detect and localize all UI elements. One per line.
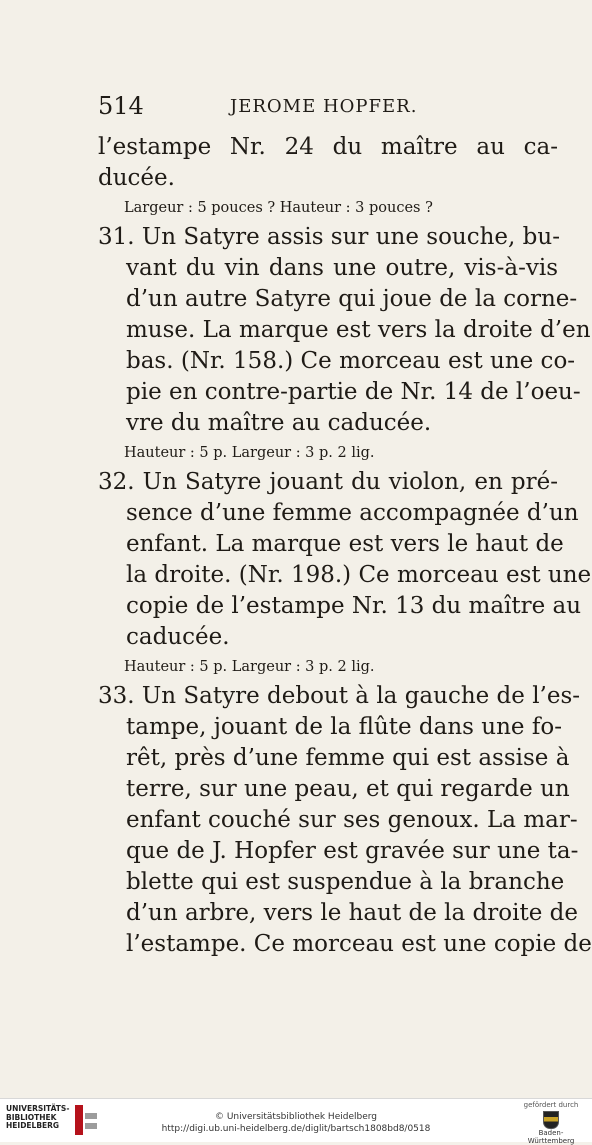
text-line: ducée.	[98, 165, 175, 191]
entry-31-first-line: 31. Un Satyre assis sur une souche, bu-	[98, 224, 560, 250]
text-line: sence d’une femme accompagnée d’un	[126, 500, 579, 526]
page-number: 514	[98, 92, 144, 120]
text-line: muse. La marque est vers la droite d’en	[126, 317, 591, 343]
text-line: blette qui est suspendue à la branche	[126, 869, 565, 895]
coat-of-arms-icon	[543, 1111, 559, 1129]
permalink-url[interactable]: http://digi.ub.uni-heidelberg.de/diglit/bartsch1808bd8/0518	[161, 1124, 431, 1134]
viewer-footer	[0, 1098, 592, 1145]
text-line: tampe, jouant de la flûte dans une fo-	[126, 714, 562, 740]
entry-32-first-line: 32. Un Satyre jouant du violon, en pré-	[98, 469, 558, 495]
text-line: enfant couché sur ses genoux. La mar-	[126, 807, 578, 833]
text-line: vre du maître au caducée.	[126, 410, 432, 436]
text-line: vant du vin dans une outre, vis-à-vis	[126, 255, 558, 281]
text-line: d’un arbre, vers le haut de la droite de	[126, 900, 578, 926]
running-head: JEROME HOPFER.	[230, 96, 418, 117]
text-line: copie de l’estampe Nr. 13 du maître au	[126, 593, 582, 619]
dimensions-line: Hauteur : 5 p. Largeur : 3 p. 2 lig.	[124, 445, 375, 461]
text-line: caducée.	[126, 624, 230, 650]
sponsor-logo[interactable]	[516, 1101, 586, 1145]
entry-33-first-line: 33. Un Satyre debout à la gauche de l’es-	[98, 683, 581, 709]
text-line: que de J. Hopfer est gravée sur une ta-	[126, 838, 579, 864]
page-body	[98, 132, 592, 960]
text-line: terre, sur une peau, et qui regarde un	[126, 776, 570, 802]
text-line: l’estampe Nr. 24 du maître au ca-	[98, 134, 558, 160]
library-logo-text: UNIVERSITÄTS- BIBLIOTHEK HEIDELBERG	[6, 1104, 70, 1130]
text-line: l’estampe. Ce morceau est une copie de	[126, 931, 592, 957]
text-line: bas. (Nr. 158.) Ce morceau est une co-	[126, 348, 576, 374]
sponsor-label: gefördert durch	[523, 1101, 579, 1109]
text-line: pie en contre-partie de Nr. 14 de l’oeu-	[126, 379, 581, 405]
sponsor-name: Baden-Württemberg	[527, 1129, 575, 1145]
text-line: d’un autre Satyre qui joue de la corne-	[126, 286, 578, 312]
text-line: la droite. (Nr. 198.) Ce morceau est une	[126, 562, 592, 588]
page-header	[98, 92, 552, 126]
text-line: enfant. La marque est vers le haut de	[126, 531, 564, 557]
copyright-notice: © Universitätsbibliothek Heidelberg	[214, 1112, 377, 1122]
text-line: rêt, près d’une femme qui est assise à	[126, 745, 570, 771]
dimensions-line: Largeur : 5 pouces ? Hauteur : 3 pouces ?	[124, 200, 433, 216]
dimensions-line: Hauteur : 5 p. Largeur : 3 p. 2 lig.	[124, 659, 375, 675]
